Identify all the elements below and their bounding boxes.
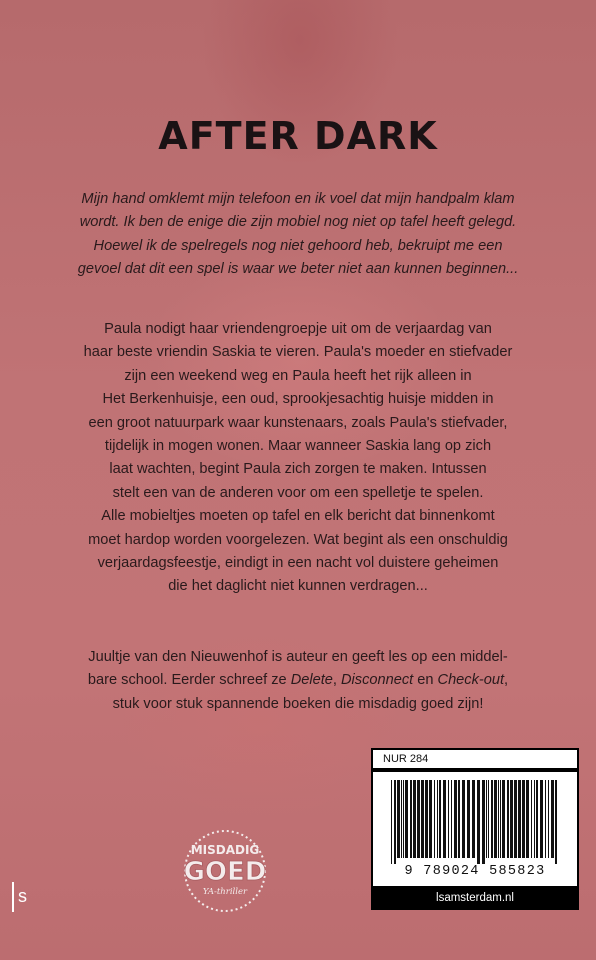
barcode-bar bbox=[403, 780, 404, 858]
barcode-bar bbox=[536, 780, 538, 858]
barcode-bar bbox=[518, 780, 521, 858]
logo-top-text: MISDADIG bbox=[190, 843, 260, 857]
intro-line: wordt. Ik ben de enige die zijn mobiel nog niet op tafel heeft gelegd. bbox=[79, 214, 517, 231]
barcode-bar bbox=[514, 780, 517, 858]
publisher-logo bbox=[12, 882, 27, 912]
barcode-bar bbox=[522, 780, 525, 858]
story-line: Alle mobieltjes moeten op tafel en elk bericht dat binnenkomt bbox=[101, 508, 495, 525]
story-line: die het daglicht niet kunnen verdragen... bbox=[168, 578, 428, 595]
barcode-bar bbox=[510, 780, 513, 858]
barcode-bar bbox=[486, 780, 487, 858]
barcode-bar bbox=[548, 780, 549, 858]
book-title-disconnect: Disconnect bbox=[340, 672, 414, 689]
story-line: moet hardop worden voorgelezen. Wat begint als een onschuldig bbox=[88, 531, 508, 548]
barcode-bar bbox=[417, 780, 420, 858]
story-line: een groot natuurpark waar kunstenaars, zoals Paula's stiefvader, bbox=[88, 414, 508, 431]
barcode-bar bbox=[526, 780, 529, 858]
intro-line: gevoel dat dit een spel is waar we beter niet aan kunnen beginnen... bbox=[77, 261, 519, 278]
barcode-bar bbox=[498, 780, 499, 858]
barcode-bar bbox=[429, 780, 432, 858]
barcode-bar bbox=[477, 780, 480, 864]
author-bio bbox=[40, 646, 556, 716]
author-line bbox=[40, 669, 556, 692]
story-summary bbox=[40, 318, 556, 599]
story-line: haar beste vriendin Saskia te vieren. Paula's moeder en stiefvader bbox=[83, 344, 513, 361]
barcode-bar bbox=[437, 780, 438, 858]
barcode-bar bbox=[391, 780, 392, 864]
intro-line: Hoewel ik de spelregels nog niet gehoord heb, bekruipt me een bbox=[93, 237, 503, 254]
isbn-number: 9 789024 585823 bbox=[404, 864, 546, 879]
barcode-bar bbox=[458, 780, 460, 858]
barcode-bar bbox=[545, 780, 546, 858]
story-line: zijn een weekend weg en Paula heeft het rijk alleen in bbox=[124, 367, 472, 384]
barcode-bar bbox=[434, 780, 435, 858]
story-line: tijdelijk in mogen wonen. Maar wanneer Saskia lang op zich bbox=[104, 438, 492, 455]
barcode-bar bbox=[482, 780, 485, 864]
barcode-bar bbox=[494, 780, 497, 858]
book-title-delete: Delete bbox=[290, 672, 333, 689]
barcode-bar bbox=[405, 780, 408, 858]
barcode-bar bbox=[425, 780, 428, 858]
barcode-bar bbox=[507, 780, 509, 858]
barcode-bar bbox=[413, 780, 416, 858]
separator: , bbox=[332, 672, 341, 689]
nur-code: NUR 284 bbox=[373, 750, 577, 768]
book-title: AFTER DARK bbox=[158, 114, 438, 158]
barcode-bar bbox=[488, 780, 489, 858]
book-title-check-out: Check-out bbox=[437, 672, 505, 689]
barcode-bar bbox=[472, 780, 475, 858]
barcode-bar bbox=[467, 780, 470, 858]
barcode-bar bbox=[551, 780, 554, 858]
story-line: laat wachten, begint Paula zich zorgen te maken. Intussen bbox=[109, 461, 487, 478]
intro-line: Mijn hand omklemt mijn telefoon en ik voel dat mijn handpalm klam bbox=[81, 191, 515, 207]
barcode-bar bbox=[397, 780, 400, 858]
barcode-bar bbox=[421, 780, 424, 858]
barcode-area bbox=[373, 772, 577, 886]
story-line: verjaardagsfeestje, eindigt in een nacht vol duistere geheimen bbox=[97, 555, 499, 572]
author-line: Juultje van den Nieuwenhof is auteur en geeft les op een middel- bbox=[88, 649, 508, 665]
barcode-bar bbox=[555, 780, 557, 864]
separator: en bbox=[413, 672, 438, 689]
barcode-bar bbox=[540, 780, 543, 858]
logo-sub-text: YA-thriller bbox=[202, 887, 248, 897]
barcode-bar bbox=[491, 780, 493, 858]
barcode-bar bbox=[410, 780, 412, 858]
barcode-bars bbox=[391, 780, 561, 864]
barcode-bar bbox=[451, 780, 452, 858]
story-line: stelt een van de anderen voor om een spelletje te spelen. bbox=[112, 484, 484, 501]
barcode-panel bbox=[371, 748, 579, 910]
publisher-website: lsamsterdam.nl bbox=[436, 892, 514, 904]
barcode-bar bbox=[401, 780, 402, 858]
logo-main-text: GOED bbox=[183, 857, 267, 887]
story-line: Het Berkenhuisje, een oud, sprookjesachtig huisje midden in bbox=[102, 391, 494, 408]
barcode-bar bbox=[500, 780, 501, 858]
barcode-bar bbox=[439, 780, 441, 858]
story-line: Paula nodigt haar vriendengroepje uit om de verjaardag van bbox=[104, 321, 492, 337]
publisher-logo-bar bbox=[12, 882, 14, 912]
barcode-bar bbox=[534, 780, 535, 858]
author-line: stuk voor stuk spannende boeken die misdadig goed zijn! bbox=[112, 695, 484, 712]
barcode-bar bbox=[462, 780, 465, 858]
barcode-bar bbox=[394, 780, 396, 864]
barcode-bar bbox=[448, 780, 449, 858]
publisher-logo-text: s bbox=[18, 886, 27, 906]
barcode-bar bbox=[531, 780, 532, 858]
misdadig-goed-logo bbox=[180, 826, 270, 916]
barcode-bar bbox=[454, 780, 457, 858]
barcode-bar bbox=[502, 780, 505, 858]
intro-quote bbox=[40, 188, 556, 282]
separator: , bbox=[504, 672, 509, 689]
barcode-bar bbox=[443, 780, 446, 858]
author-text: bare school. Eerder schreef ze bbox=[87, 672, 291, 689]
